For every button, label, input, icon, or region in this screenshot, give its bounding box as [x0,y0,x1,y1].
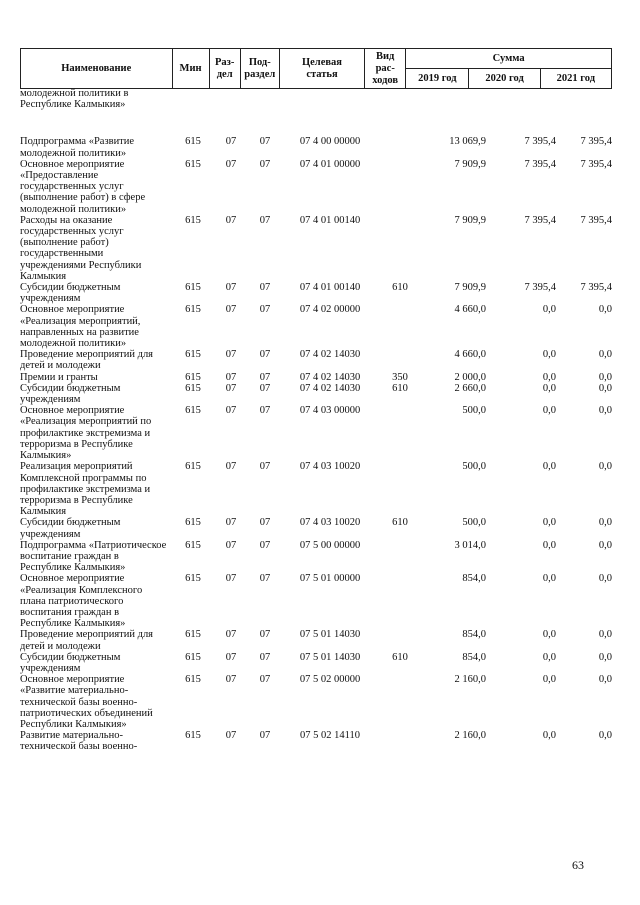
row-celevaya: 07 5 02 00000 [299,674,361,686]
row-min: 615 [185,282,201,294]
table-row [20,517,612,539]
row-min: 615 [185,539,201,551]
row-min: 615 [185,629,201,641]
table-row [20,405,612,461]
row-podrazdel: 07 [259,539,271,551]
table-row [20,461,612,517]
table-row [20,629,612,651]
row-2019: 2 660,0 [454,382,486,394]
row-vid: 610 [392,282,408,294]
row-celevaya: 07 5 01 00000 [299,573,361,585]
table-row [20,540,612,574]
row-razdel: 07 [225,304,237,316]
table-row [20,674,612,730]
row-celevaya: 07 4 02 00000 [299,304,361,316]
row-celevaya: 07 4 01 00140 [299,282,361,294]
row-2020: 7 395,4 [524,282,556,294]
row-razdel: 07 [225,405,237,417]
row-min: 615 [185,651,201,663]
row-podrazdel: 07 [259,282,271,294]
row-2020: 0,0 [542,304,556,316]
row-2020: 0,0 [542,517,556,529]
row-celevaya: 07 4 03 00000 [299,405,361,417]
row-name: Расходы на оказание государственных услуг (выполнение работ) государственными учреждениями Республики Калмыкия [20,214,142,282]
col-celevaya-header: Целевая статья [279,49,364,89]
row-2019: 854,0 [462,573,486,585]
row-2021: 7 395,4 [580,282,612,294]
row-2019: 500,0 [462,405,486,417]
row-razdel: 07 [225,349,237,361]
row-2021: 7 395,4 [580,136,612,148]
row-2020: 7 395,4 [524,214,556,226]
row-min: 615 [185,371,201,383]
row-name: Основное мероприятие «Развитие материально-технической базы военно-патриотических объединений Республики Калмыкия» [20,674,153,730]
table-row [20,573,612,629]
row-2019: 2 160,0 [454,730,486,742]
row-2021: 0,0 [598,382,612,394]
row-2021: 0,0 [598,349,612,361]
col-min-header: Мин [172,49,209,89]
row-min: 615 [185,573,201,585]
row-name: Подпрограмма «Патриотическое воспитание граждан в Республике Калмыкия» [20,539,167,574]
row-razdel: 07 [225,136,237,148]
row-name: Проведение мероприятий для детей и молодежи [20,629,154,652]
row-name: Основное мероприятие «Реализация Комплексного плана патриотического воспитания граждан в Республике Калмыкия» [20,573,143,630]
row-podrazdel: 07 [259,158,271,170]
row-2021: 0,0 [598,651,612,663]
row-celevaya: 07 4 02 14030 [299,382,361,394]
row-celevaya: 07 4 02 14030 [299,349,361,361]
row-celevaya: 07 4 02 14030 [299,371,361,383]
table-row [20,282,612,304]
row-name: Субсидии бюджетным учреждениям [20,282,121,305]
row-2020: 0,0 [542,651,556,663]
row-podrazdel: 07 [259,405,271,417]
row-min: 615 [185,674,201,686]
table-row [20,88,612,110]
row-razdel: 07 [225,629,237,641]
table-row [20,383,612,405]
row-min: 615 [185,382,201,394]
row-razdel: 07 [225,573,237,585]
row-2020: 0,0 [542,371,556,383]
row-min: 615 [185,214,201,226]
table-row [20,159,612,215]
col-2021-header: 2021 год [540,69,611,89]
row-2019: 854,0 [462,651,486,663]
table-row [20,215,612,282]
row-podrazdel: 07 [259,136,271,148]
col-name-header: Наименование [21,49,173,89]
row-2020: 0,0 [542,674,556,686]
row-2020: 0,0 [542,573,556,585]
row-razdel: 07 [225,651,237,663]
row-min: 615 [185,158,201,170]
row-name: Субсидии бюджетным учреждениям [20,382,121,406]
row-2019: 500,0 [462,461,486,473]
table-body [20,88,612,753]
row-2020: 0,0 [542,629,556,641]
row-2020: 0,0 [542,461,556,473]
row-name: Реализация мероприятий Комплексной программы по профилактике экстремизма и терроризма в Республике Калмыкия [20,461,151,518]
row-name: Основное мероприятие «Реализация мероприятий по профилактике экстремизма и терроризма в Республике Калмыкия» [20,405,152,462]
row-2021: 0,0 [598,517,612,529]
row-name: Основное мероприятие «Реализация мероприятий, направленных на развитие молодежной политики» [20,304,141,350]
row-2020: 7 395,4 [524,136,556,148]
row-2020: 0,0 [542,730,556,742]
row-2021: 0,0 [598,539,612,551]
row-2021: 0,0 [598,730,612,742]
row-celevaya: 07 5 00 00000 [299,539,361,551]
row-name: Проведение мероприятий для детей и молодежи [20,349,154,372]
row-podrazdel: 07 [259,651,271,663]
col-2020-header: 2020 год [469,69,540,89]
row-2021: 0,0 [598,629,612,641]
row-name: Премии и гранты [20,371,98,383]
row-name: Субсидии бюджетным учреждениям [20,651,121,674]
row-2019: 854,0 [462,629,486,641]
row-2019: 2 000,0 [454,371,486,383]
row-min: 615 [185,461,201,473]
row-2020: 0,0 [542,539,556,551]
row-name: Развитие материально-технической базы военно- [20,730,138,753]
row-2021: 0,0 [598,371,612,383]
row-min: 615 [185,349,201,361]
row-2021: 7 395,4 [580,214,612,226]
row-2021: 0,0 [598,461,612,473]
row-podrazdel: 07 [259,461,271,473]
row-2021: 0,0 [598,573,612,585]
row-celevaya: 07 5 01 14030 [299,629,361,641]
row-celevaya: 07 5 01 14030 [299,651,361,663]
row-podrazdel: 07 [259,573,271,585]
row-2020: 7 395,4 [524,158,556,170]
row-min: 615 [185,405,201,417]
row-razdel: 07 [225,282,237,294]
row-razdel: 07 [225,371,237,383]
row-podrazdel: 07 [259,629,271,641]
row-name: Основное мероприятие «Предоставление государственных услуг (выполнение работ) в сфере молодежной политики» [20,158,146,215]
row-2020: 0,0 [542,382,556,394]
row-2021: 7 395,4 [580,158,612,170]
row-min: 615 [185,730,201,742]
row-2020: 0,0 [542,405,556,417]
table-row [20,136,612,158]
row-celevaya: 07 5 02 14110 [300,730,360,742]
row-vid: 610 [392,382,408,394]
row-podrazdel: 07 [259,371,271,383]
row-podrazdel: 07 [259,730,271,742]
row-razdel: 07 [225,158,237,170]
col-razdel-header: Раз- дел [209,49,240,89]
row-name: Субсидии бюджетным учреждениям [20,517,121,540]
col-podrazdel-header: Под- раздел [240,49,279,89]
row-celevaya: 07 4 03 10020 [299,517,361,529]
row-celevaya: 07 4 01 00000 [299,158,361,170]
col-summa-header: Сумма [406,49,612,69]
row-2019: 7 909,9 [454,282,486,294]
row-razdel: 07 [225,730,237,742]
row-2020: 0,0 [542,349,556,361]
row-min: 615 [185,517,201,529]
row-2019: 13 069,9 [449,136,486,148]
row-2021: 0,0 [598,405,612,417]
row-2019: 3 014,0 [454,539,486,551]
row-2019: 7 909,9 [454,158,486,170]
row-celevaya: 07 4 00 00000 [299,136,361,148]
row-min: 615 [185,304,201,316]
row-podrazdel: 07 [259,517,271,529]
row-2021: 0,0 [598,674,612,686]
row-podrazdel: 07 [259,304,271,316]
row-podrazdel: 07 [259,214,271,226]
row-razdel: 07 [225,461,237,473]
table-row [20,349,612,371]
row-vid: 350 [392,371,408,383]
row-razdel: 07 [225,674,237,686]
row-min: 615 [185,136,201,148]
table-row [20,304,612,349]
col-vid-header: Вид рас- ходов [365,49,406,89]
row-name: молодежной политики в Республике Калмыкия» [20,88,129,111]
row-2019: 2 160,0 [454,674,486,686]
row-podrazdel: 07 [259,349,271,361]
row-razdel: 07 [225,214,237,226]
table-row [20,730,612,752]
table-row [20,372,612,383]
row-celevaya: 07 4 01 00140 [299,214,361,226]
row-razdel: 07 [225,382,237,394]
row-celevaya: 07 4 03 10020 [299,461,361,473]
row-2019: 4 660,0 [454,304,486,316]
row-2019: 4 660,0 [454,349,486,361]
row-name: Подпрограмма «Развитие молодежной политики» [20,136,135,159]
row-2021: 0,0 [598,304,612,316]
table-header [20,48,612,89]
row-2019: 500,0 [462,517,486,529]
row-podrazdel: 07 [259,382,271,394]
row-razdel: 07 [225,517,237,529]
row-vid: 610 [392,517,408,529]
row-razdel: 07 [225,539,237,551]
page-number: 63 [572,858,584,872]
row-vid: 610 [392,651,408,663]
col-2019-header: 2019 год [406,69,469,89]
table-row [20,652,612,674]
row-2019: 7 909,9 [454,214,486,226]
row-podrazdel: 07 [259,674,271,686]
